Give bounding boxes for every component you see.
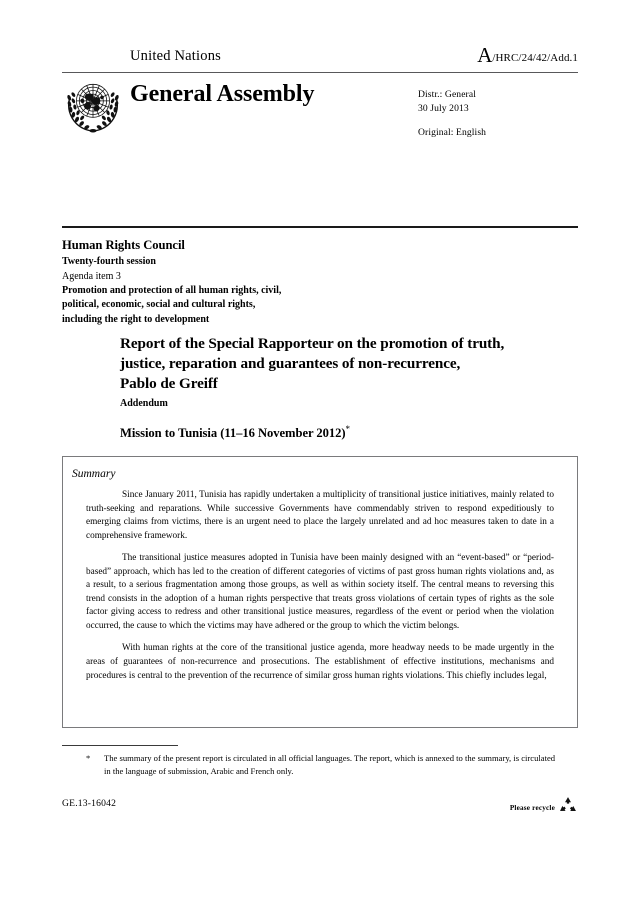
document-symbol	[477, 43, 578, 68]
summary-label: Summary	[72, 468, 116, 480]
organ-title: General Assembly	[130, 81, 315, 107]
original-language: Original: English	[418, 127, 487, 139]
council-agenda-item: Agenda item 3	[62, 270, 121, 282]
report-title	[120, 334, 550, 395]
masthead-bottom-rule	[62, 226, 578, 228]
ge-number: GE.13-16042	[62, 798, 117, 809]
un-emblem	[62, 77, 124, 135]
summary-paragraph: The transitional justice measures adopted in Tunisia have been mainly designed with an “event-based” or “period-based” approach, which has led to the creation of different categories of victims of past gross human rights violations and, as a result, to a serious fragmentation among those groups, as well as within society itself. The central means to reversing this trend consists in the adoption of a human rights perspective that treats gross violations of certain types of rights as the sole factor giving access to redress and other transitional justice measures, regardless of the event or period when the violation occurred, the cause to which the victims may have adhered or the group to which the victim belongs.	[86, 553, 554, 631]
addendum-label: Addendum	[120, 398, 168, 409]
council-item-line-1: Promotion and protection of all human rights, civil,	[62, 284, 282, 296]
report-title-line-3: Pablo de Greiff	[120, 375, 218, 393]
council-heading: Human Rights Council	[62, 238, 185, 252]
masthead-top-rule	[62, 72, 578, 73]
document-symbol-suffix: /HRC/24/42/Add.1	[492, 52, 578, 64]
report-title-line-2: justice, reparation and guarantees of non-recurrence,	[120, 355, 461, 373]
document-date: 30 July 2013	[418, 102, 469, 114]
footnote	[86, 752, 556, 778]
summary-paragraph: Since January 2011, Tunisia has rapidly undertaken a multiplicity of transitional justice initiatives, mainly related to truth-seeking and reparations. While successive Governments have commendably striven to respond expeditiously to emerging claims from victims, there is an urgent need to place the largely unrelated and ad hoc measures taken to date in a comprehensive framework.	[86, 490, 554, 541]
masthead-top-row	[62, 43, 578, 70]
summary-paragraph: With human rights at the core of the transitional justice agenda, more headway needs to be made urgently in the areas of guarantees of non-recurrence and prosecutions. The establishment of effective institutions, mechanisms and procedures is central to the prevention of the recurrence of similar gross human rights violations. This chiefly includes legal,	[86, 643, 554, 681]
organization-name: United Nations	[130, 48, 221, 64]
recycle-notice	[510, 796, 578, 820]
summary-body	[86, 489, 554, 683]
footnote-separator	[62, 745, 178, 746]
council-item-line-2: political, economic, social and cultural rights,	[62, 299, 256, 311]
masthead	[62, 43, 578, 70]
mission-heading-text: Mission to Tunisia (11–16 November 2012)	[120, 426, 346, 441]
recycle-label: Please recycle	[509, 804, 555, 812]
distribution-spacer	[418, 115, 486, 126]
distribution-line: Distr.: General	[418, 89, 476, 100]
mission-heading	[120, 424, 350, 441]
mission-footnote-mark: *	[345, 424, 350, 434]
council-block	[62, 236, 462, 327]
report-title-line-1: Report of the Special Rapporteur on the promotion of truth,	[120, 335, 505, 352]
footnote-mark: *	[86, 753, 91, 763]
recycle-icon	[558, 796, 578, 820]
document-symbol-prefix: A	[477, 43, 493, 67]
distribution-block	[418, 88, 486, 140]
council-session: Twenty-fourth session	[62, 256, 156, 268]
footnote-text: The summary of the present report is circulated in all official languages. The report, which is annexed to the summary, is circulated in the language of submission, Arabic and French only.	[104, 753, 556, 776]
council-item-line-3: including the right to development	[62, 313, 210, 325]
